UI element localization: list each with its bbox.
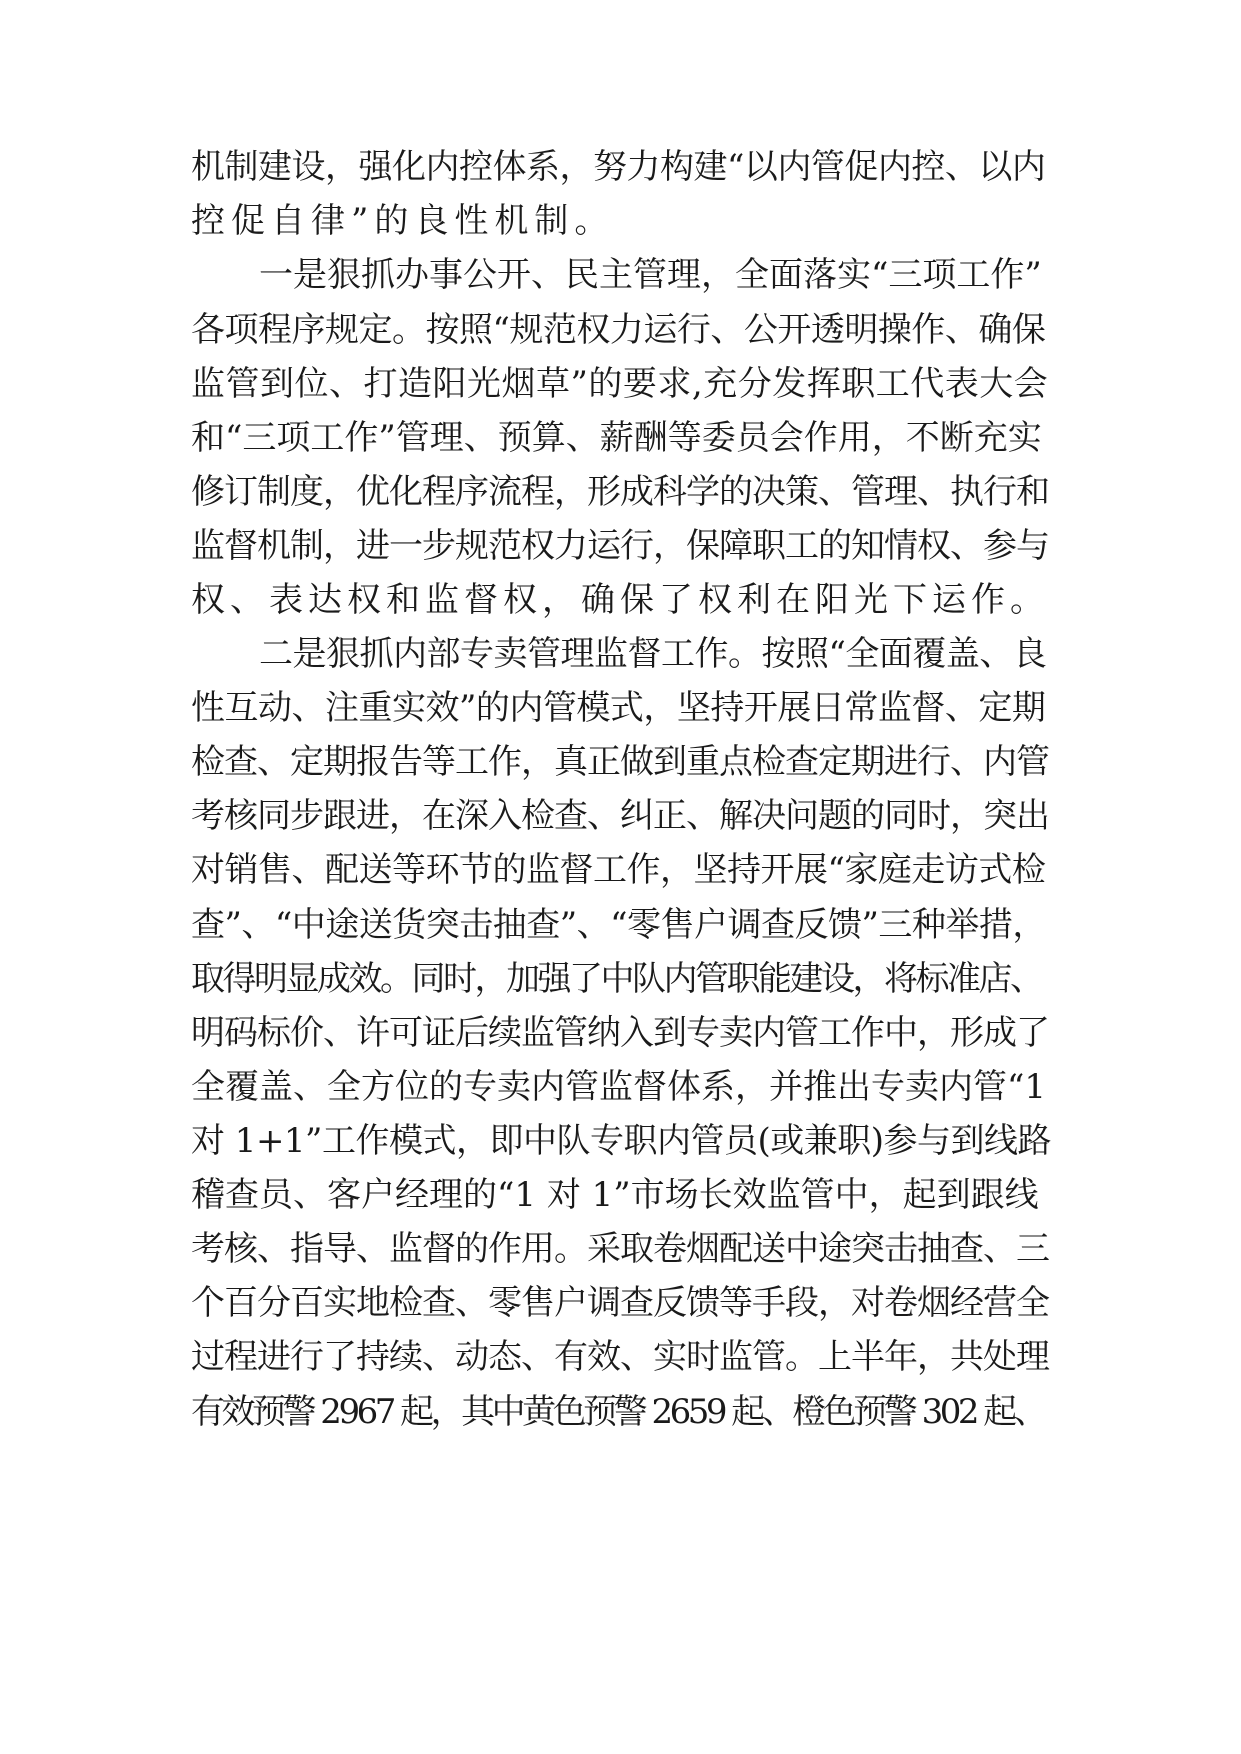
text-line: 过程进行了持续、动态、有效、实时监管。上半年，共处理 xyxy=(191,1337,1049,1377)
paragraph-first-line: 二是狠抓内部专卖管理监督工作。按照“全面覆盖、良 xyxy=(259,634,1047,674)
text-line: 全覆盖、全方位的专卖内管监督体系，并推出专卖内管“1 xyxy=(191,1067,1047,1107)
text-line: 监管到位、打造阳光烟草”的要求,充分发挥职工代表大会 xyxy=(191,364,1049,404)
text-line: 监督机制，进一步规范权力运行，保障职工的知情权、参与 xyxy=(191,526,1049,566)
text-line: 考核同步跟进，在深入检查、纠正、解决问题的同时，突出 xyxy=(191,796,1049,836)
text-line: 查”、“中途送货突击抽查”、“零售户调查反馈”三种举措， xyxy=(191,905,1046,945)
text-line: 控促自律”的良性机制。 xyxy=(191,201,615,241)
text-line: 明码标价、许可证后续监管纳入到专卖内管工作中，形成了 xyxy=(191,1013,1049,1053)
text-line: 对 1+1”工作模式，即中队专职内管员(或兼职)参与到线路 xyxy=(191,1121,1051,1161)
text-line: 有效预警 2967 起，其中黄色预警 2659 起、橙色预警 302 起、 xyxy=(191,1392,1045,1432)
text-line: 修订制度，优化程序流程，形成科学的决策、管理、执行和 xyxy=(191,472,1049,512)
text-line: 权、表达权和监督权，确保了权利在阳光下运作。 xyxy=(191,580,1049,620)
text-line: 检查、定期报告等工作，真正做到重点检查定期进行、内管 xyxy=(191,742,1049,782)
paragraph-first-line: 一是狠抓办事公开、民主管理，全面落实“三项工作” xyxy=(259,255,1042,295)
text-line: 和“三项工作”管理、预算、薪酬等委员会作用，不断充实 xyxy=(191,418,1042,458)
text-line: 取得明显成效。同时，加强了中队内管职能建设，将标准店、 xyxy=(191,959,1042,999)
text-line: 个百分百实地检查、零售户调查反馈等手段，对卷烟经营全 xyxy=(191,1283,1049,1323)
text-line: 对销售、配送等环节的监督工作，坚持开展“家庭走访式检 xyxy=(191,850,1046,890)
text-line: 稽查员、客户经理的“1 对 1”市场长效监管中，起到跟线 xyxy=(191,1175,1039,1215)
text-line: 性互动、注重实效”的内管模式，坚持开展日常监督、定期 xyxy=(191,688,1046,728)
text-line: 机制建设，强化内控体系，努力构建“以内管促内控、以内 xyxy=(191,147,1046,187)
text-line: 各项程序规定。按照“规范权力运行、公开透明操作、确保 xyxy=(191,310,1046,350)
text-line: 考核、指导、监督的作用。采取卷烟配送中途突击抽查、三 xyxy=(191,1229,1049,1269)
